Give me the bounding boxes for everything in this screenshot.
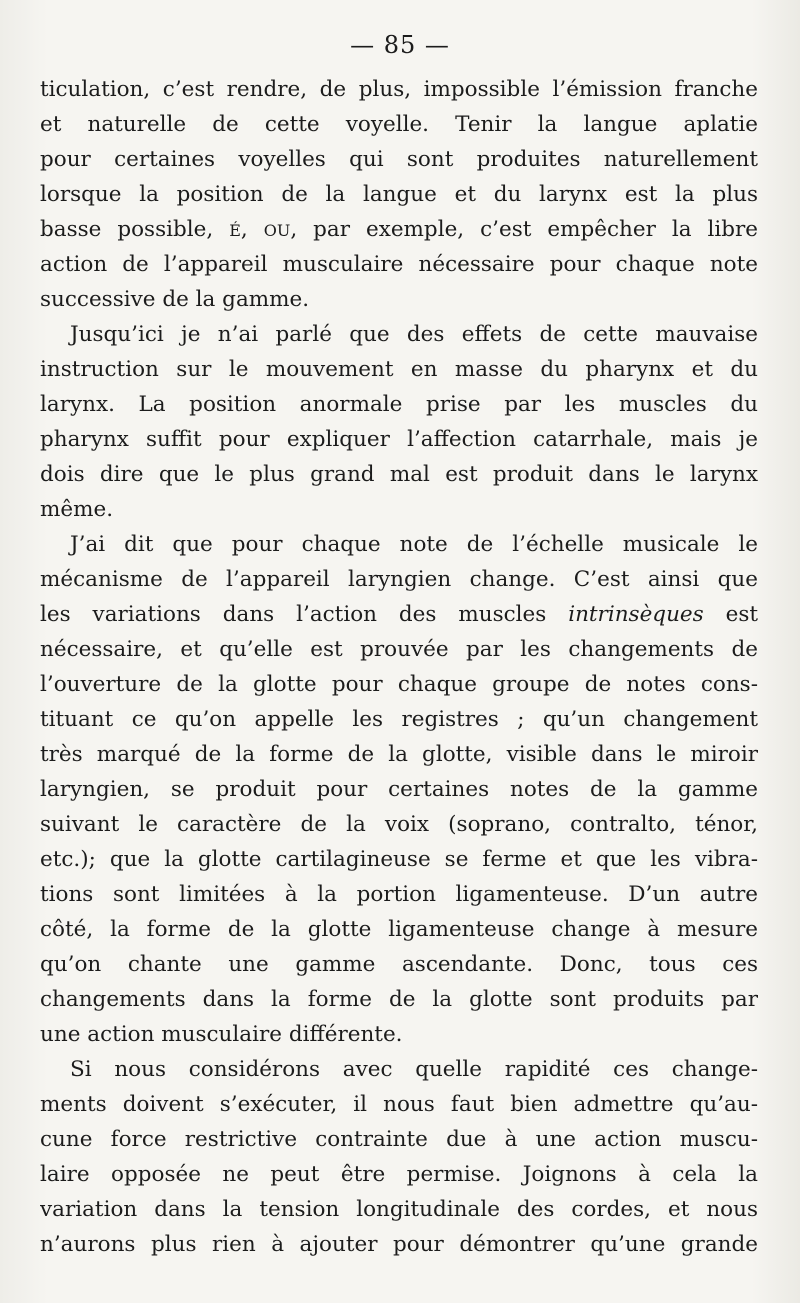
text-run: est [703, 602, 758, 627]
text-line: pour certaines voyelles qui sont produites naturellement [40, 147, 758, 172]
italic-term: intrinsèques [568, 602, 704, 627]
text-line: laryngien, se produit pour certaines notes de la gamme [40, 777, 758, 802]
text-line: tions sont limitées à la portion ligamenteuse. D’un autre [40, 882, 758, 907]
text-line: etc.); que la glotte cartilagineuse se ferme et que les vibra- [40, 847, 758, 872]
paragraph-start-line: Jusqu’ici je n’ai parlé que des effets de cette mauvaise [70, 322, 758, 347]
text-line: ments doivent s’exécuter, il nous faut bien admettre qu’au- [40, 1092, 758, 1117]
small-caps-vowel: OU [263, 221, 291, 240]
text-run: basse possible, [40, 217, 230, 242]
page-number: — 85 — [350, 31, 450, 59]
text-line: larynx. La position anormale prise par les muscles du [40, 392, 758, 417]
text-line [40, 597, 758, 632]
text-line: instruction sur le mouvement en masse du pharynx et du [40, 357, 758, 382]
text-line: et naturelle de cette voyelle. Tenir la langue aplatie [40, 112, 758, 137]
text-line: dois dire que le plus grand mal est produit dans le larynx [40, 462, 758, 487]
text-line: laire opposée ne peut être permise. Joignons à cela la [40, 1162, 758, 1187]
text-line: nécessaire, et qu’elle est prouvée par les changements de [40, 637, 758, 662]
text-line: ticulation, c’est rendre, de plus, impossible l’émission franche [40, 77, 758, 102]
text-line: côté, la forme de la glotte ligamenteuse change à mesure [40, 917, 758, 942]
text-line: n’aurons plus rien à ajouter pour démontrer qu’une grande [40, 1232, 758, 1257]
paragraph-start-line: Si nous considérons avec quelle rapidité ces change- [70, 1057, 758, 1082]
text-line: qu’on chante une gamme ascendante. Donc, tous ces [40, 952, 758, 977]
text-line: successive de la gamme. [40, 287, 310, 312]
text-line: pharynx suffit pour expliquer l’affection catarrhale, mais je [40, 427, 758, 452]
text-run: les variations dans l’action des muscles [40, 602, 569, 627]
text-line: suivant le caractère de la voix (soprano, contralto, ténor, [40, 812, 758, 837]
text-line: mécanisme de l’appareil laryngien change. C’est ainsi que [40, 567, 758, 592]
text-line: une action musculaire différente. [40, 1022, 403, 1047]
paragraph-start-line: J’ai dit que pour chaque note de l’échelle musicale le [70, 532, 758, 557]
text-run: , par exemple, c’est empêcher la libre [290, 217, 758, 242]
text-line: lorsque la position de la langue et du larynx est la plus [40, 182, 758, 207]
text-line: tituant ce qu’on appelle les registres ; qu’un changement [40, 707, 758, 732]
text-line: même. [40, 497, 114, 522]
body-text [40, 72, 758, 1262]
text-line: l’ouverture de la glotte pour chaque groupe de notes cons- [40, 672, 758, 697]
text-line: variation dans la tension longitudinale des cordes, et nous [40, 1197, 758, 1222]
text-line: action de l’appareil musculaire nécessaire pour chaque note [40, 252, 758, 277]
text-line: changements dans la forme de la glotte sont produits par [40, 987, 758, 1012]
text-line [40, 212, 758, 247]
text-run: , [240, 217, 264, 242]
text-line: cune force restrictive contrainte due à une action muscu- [40, 1127, 758, 1152]
text-line: très marqué de la forme de la glotte, visible dans le miroir [40, 742, 758, 767]
small-caps-vowel: É [229, 221, 241, 240]
